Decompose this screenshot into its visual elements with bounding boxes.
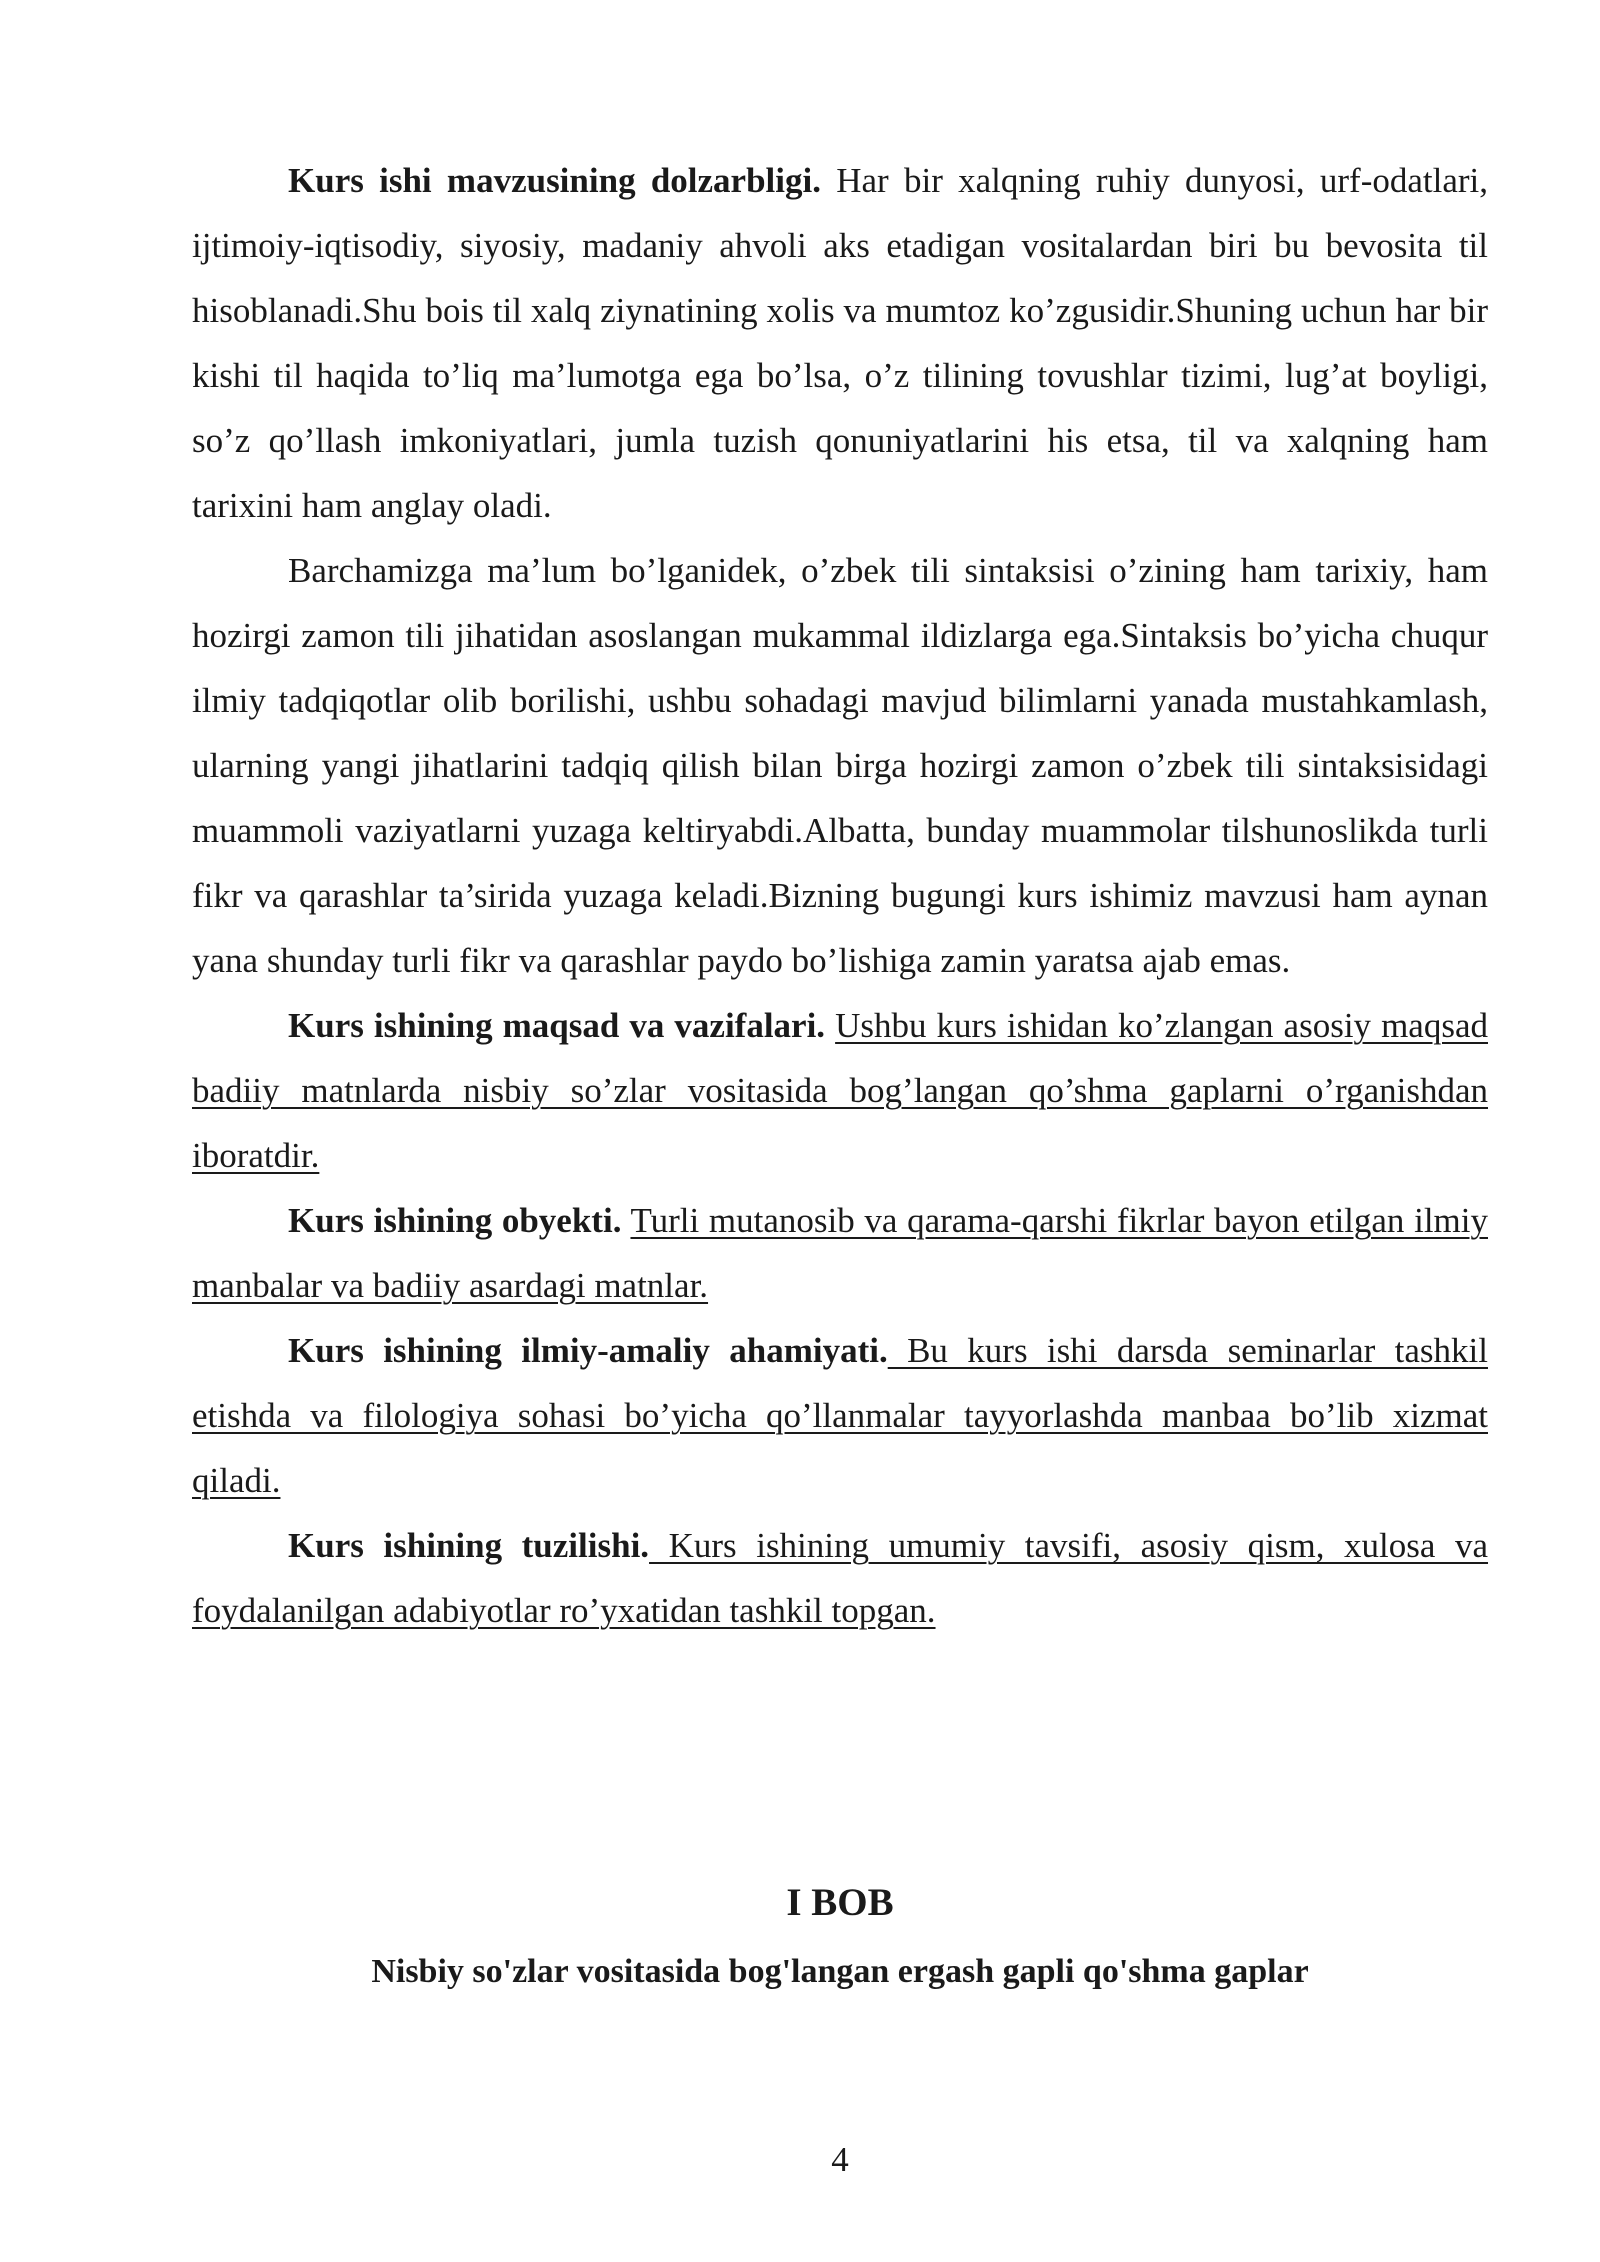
page-number: 4 [831, 2140, 849, 2179]
chapter-title: Nisbiy so'zlar vositasida bog'langan ergash gapli qo'shma gaplar [371, 1953, 1309, 1990]
paragraph-text: Har bir xalqning ruhiy dunyosi, urf-odatlari, ijtimoiy-iqtisodiy, siyosiy, madaniy ahvoli aks etadigan vositalardan biri bu bevosita til hisoblanadi.Shu bois til xalq ziynatining xolis va mumtoz ko’zgusidir.Shuning uchun har bir kishi til haqida to’liq ma’lumotga ega bo’lsa, o’z tilining tovushlar tizimi, lug’at boyligi, so’z qo’llash imkoniyatlari, jumla tuzish qonuniyatlarini his etsa, til va xalqning ham tarixini ham anglay oladi. [192, 161, 1488, 525]
paragraph-text: Turli mutanosib va qarama-qarshi fikrlar bayon etilgan ilmiy manbalar va badiiy asardagi matnlar. [192, 1201, 1488, 1305]
paragraph-heading: Kurs ishining obyekti. [288, 1201, 622, 1240]
paragraph-structure [192, 1513, 1488, 1643]
paragraph-text: Bu kurs ishi darsda seminarlar tashkil etishda va filologiya sohasi bo’yicha qo’llanmalar tayyorlashda manbaa bo’lib xizmat qiladi. [192, 1331, 1488, 1500]
paragraph-heading: Kurs ishining tuzilishi. [288, 1526, 650, 1565]
chapter-number: I BOB [786, 1881, 894, 1924]
paragraph-object [192, 1188, 1488, 1318]
paragraph-relevance [192, 148, 1488, 538]
paragraph-significance [192, 1318, 1488, 1513]
paragraph-goals [192, 993, 1488, 1188]
paragraph-text: Ushbu kurs ishidan ko’zlangan asosiy maqsad badiiy matnlarda nisbiy so’zlar vositasida bog’langan qo’shma gaplarni o’rganishdan iboratdir. [192, 1006, 1488, 1175]
paragraph-heading: Kurs ishining ilmiy-amaliy ahamiyati. [288, 1331, 888, 1370]
paragraph-text: Barchamizga ma’lum bo’lganidek, o’zbek tili sintaksisi o’zining ham tarixiy, ham hozirgi zamon tili jihatidan asoslangan mukammal ildizlarga ega.Sintaksis bo’yicha chuqur ilmiy tadqiqotlar olib borilishi, ushbu sohadagi mavjud bilimlarni yanada mustahkamlash, ularning yangi jihatlarini tadqiq qilish bilan birga hozirgi zamon o’zbek tili sintaksisidagi muammoli vaziyatlarni yuzaga keltiryabdi.Albatta, bunday muammolar tilshunoslikda turli fikr va qarashlar ta’sirida yuzaga keladi.Bizning bugungi kurs ishimiz mavzusi ham aynan yana shunday turli fikr va qarashlar paydo bo’lishiga zamin yaratsa ajab emas. [192, 551, 1488, 980]
paragraph-heading: Kurs ishining maqsad va vazifalari. [288, 1006, 826, 1045]
paragraph-syntax [192, 538, 1488, 993]
paragraph-text: Kurs ishining umumiy tavsifi, asosiy qism, xulosa va foydalanilgan adabiyotlar ro’yxatidan tashkil topgan. [192, 1526, 1489, 1630]
paragraph-heading: Kurs ishi mavzusining dolzarbligi. [288, 161, 821, 200]
body-text [192, 148, 1488, 1643]
